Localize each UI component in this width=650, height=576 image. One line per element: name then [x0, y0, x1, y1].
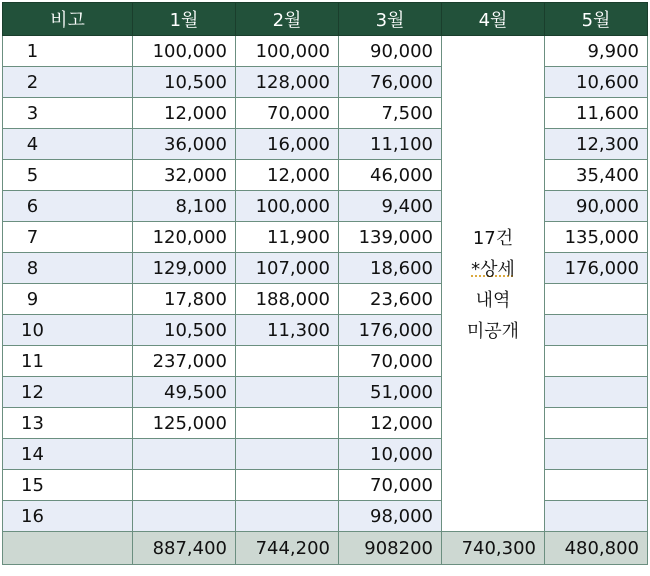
cell-may: [545, 408, 648, 439]
cell-jan: 8,100: [133, 191, 236, 222]
cell-jan: 129,000: [133, 253, 236, 284]
row-index: 3: [3, 98, 133, 129]
cell-jan: 125,000: [133, 408, 236, 439]
cell-mar: 70,000: [339, 346, 442, 377]
cell-may: [545, 346, 648, 377]
cell-may: 11,600: [545, 98, 648, 129]
cell-mar: 51,000: [339, 377, 442, 408]
header-may: 5월: [545, 3, 648, 36]
cell-may: 35,400: [545, 160, 648, 191]
table-row: [3, 284, 648, 315]
row-index: 5: [3, 160, 133, 191]
cell-may: 12,300: [545, 129, 648, 160]
cell-mar: 18,600: [339, 253, 442, 284]
cell-may: 176,000: [545, 253, 648, 284]
table-row: [3, 470, 648, 501]
cell-jan: 49,500: [133, 377, 236, 408]
cell-feb: 16,000: [236, 129, 339, 160]
cell-mar: 46,000: [339, 160, 442, 191]
cell-jan: [133, 501, 236, 532]
cell-feb: 11,900: [236, 222, 339, 253]
table-row: [3, 36, 648, 67]
cell-jan: 36,000: [133, 129, 236, 160]
row-index: 7: [3, 222, 133, 253]
row-index: 6: [3, 191, 133, 222]
cell-mar: 10,000: [339, 439, 442, 470]
cell-may: 90,000: [545, 191, 648, 222]
cell-feb: [236, 377, 339, 408]
header-feb: 2월: [236, 3, 339, 36]
header-apr: 4월: [442, 3, 545, 36]
cell-feb: 107,000: [236, 253, 339, 284]
cell-may: [545, 439, 648, 470]
row-index: 10: [3, 315, 133, 346]
row-index: 16: [3, 501, 133, 532]
cell-jan: 12,000: [133, 98, 236, 129]
cell-may: [545, 470, 648, 501]
row-index: 13: [3, 408, 133, 439]
cell-may: [545, 501, 648, 532]
total-apr: 740,300: [442, 532, 545, 565]
cell-jan: 120,000: [133, 222, 236, 253]
cell-feb: [236, 470, 339, 501]
cell-feb: [236, 346, 339, 377]
total-row: [3, 532, 648, 565]
row-index: 2: [3, 67, 133, 98]
cell-mar: 12,000: [339, 408, 442, 439]
cell-may: 10,600: [545, 67, 648, 98]
cell-feb: 11,300: [236, 315, 339, 346]
cell-jan: 10,500: [133, 67, 236, 98]
row-index: 14: [3, 439, 133, 470]
table-row: [3, 346, 648, 377]
cell-feb: 12,000: [236, 160, 339, 191]
cell-mar: 139,000: [339, 222, 442, 253]
total-mar: 908200: [339, 532, 442, 565]
table-row: [3, 501, 648, 532]
cell-mar: 98,000: [339, 501, 442, 532]
row-index: 8: [3, 253, 133, 284]
table-row: [3, 315, 648, 346]
cell-jan: 10,500: [133, 315, 236, 346]
cell-jan: 32,000: [133, 160, 236, 191]
cell-mar: 23,600: [339, 284, 442, 315]
cell-feb: 100,000: [236, 36, 339, 67]
april-note-line: 내역: [475, 289, 511, 311]
header-jan: 1월: [133, 3, 236, 36]
table-row: [3, 222, 648, 253]
april-note-line: 미공개: [466, 320, 520, 342]
row-index: 15: [3, 470, 133, 501]
cell-may: 135,000: [545, 222, 648, 253]
cell-jan: 100,000: [133, 36, 236, 67]
table-row: [3, 191, 648, 222]
cell-mar: 9,400: [339, 191, 442, 222]
row-index: 12: [3, 377, 133, 408]
total-label: [3, 532, 133, 565]
april-note-line: 17건: [472, 227, 514, 249]
april-note-cell: [442, 36, 545, 532]
header-row: [3, 3, 648, 36]
row-index: 9: [3, 284, 133, 315]
cell-mar: 76,000: [339, 67, 442, 98]
cell-may: 9,900: [545, 36, 648, 67]
cell-jan: [133, 439, 236, 470]
april-note-line: *상세: [471, 258, 515, 280]
cell-mar: 90,000: [339, 36, 442, 67]
row-index: 11: [3, 346, 133, 377]
cell-mar: 7,500: [339, 98, 442, 129]
cell-feb: [236, 501, 339, 532]
header-mar: 3월: [339, 3, 442, 36]
cell-may: [545, 284, 648, 315]
expense-table: [2, 2, 648, 565]
row-index: 4: [3, 129, 133, 160]
cell-feb: [236, 439, 339, 470]
cell-feb: 100,000: [236, 191, 339, 222]
cell-jan: [133, 470, 236, 501]
cell-feb: [236, 408, 339, 439]
cell-jan: 237,000: [133, 346, 236, 377]
table-row: [3, 129, 648, 160]
table-row: [3, 377, 648, 408]
total-may: 480,800: [545, 532, 648, 565]
table-row: [3, 160, 648, 191]
cell-may: [545, 377, 648, 408]
total-jan: 887,400: [133, 532, 236, 565]
cell-mar: 11,100: [339, 129, 442, 160]
cell-may: [545, 315, 648, 346]
cell-feb: 70,000: [236, 98, 339, 129]
table-row: [3, 98, 648, 129]
header-note: 비고: [3, 3, 133, 36]
table-body: [3, 36, 648, 532]
cell-feb: 188,000: [236, 284, 339, 315]
cell-feb: 128,000: [236, 67, 339, 98]
cell-mar: 176,000: [339, 315, 442, 346]
cell-mar: 70,000: [339, 470, 442, 501]
row-index: 1: [3, 36, 133, 67]
table-row: [3, 408, 648, 439]
total-feb: 744,200: [236, 532, 339, 565]
table-row: [3, 253, 648, 284]
cell-jan: 17,800: [133, 284, 236, 315]
table-row: [3, 439, 648, 470]
table-row: [3, 67, 648, 98]
